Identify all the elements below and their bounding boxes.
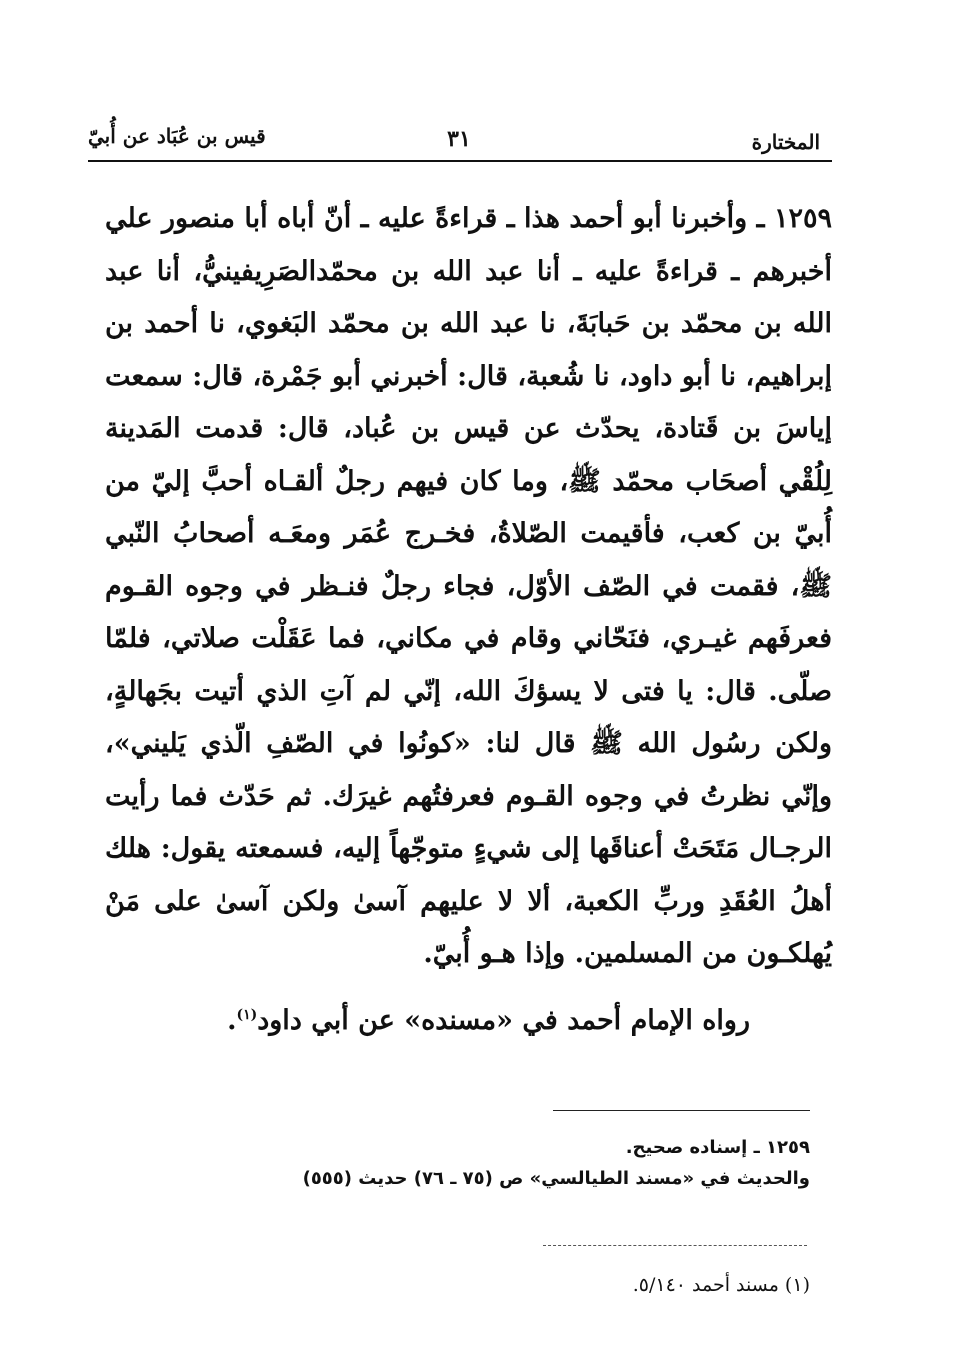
- editor-note-source: والحديث في «مسند الطيالسي» ص (٧٥ ـ ٧٦) حديث (٥٥٥): [302, 1168, 810, 1189]
- footnote: (١) مسند أحمد ٥/١٤٠.: [632, 1274, 810, 1296]
- chapter-title: قيس بن عُبَاد عن أُبيّ: [88, 124, 266, 148]
- hadith-number: ١٢٥٩: [773, 203, 832, 234]
- header-divider: [88, 160, 832, 162]
- narration-text: رواه الإمام أحمد في «مسنده» عن أبي داود: [257, 1005, 750, 1036]
- hadith-paragraph: [105, 193, 832, 981]
- narration-line: [120, 995, 750, 1041]
- hadith-body: ـ وأخبرنا أبو أحمد هذا ـ قراءةً عليه ـ أنّ أباه أبا منصور علي أخبرهم ـ قراءةً عليه ـ أنا عبد الله بن محمّدالصَرِيفينيُّ، أنا عبد الله بن محمّد بن حَبابَةَ، نا عبد الله بن محمّد البَغوي، نا أحمد بن إبراهيم، نا أبو داود، نا شُعبة، قال: أخبرني أبو جَمْرة، قال: سمعت إياسَ بن قَتادة، يحدّث عن قيس بن عُباد، قال: قدمت المَدينة لِلُقْي أصحَاب محمّد ﷺ، وما كان فيهم رجلٌ ألقـاه أحبَّ إليّ من أُبيّ بن كعب، فأقيمت الصّلاةُ، فخـرج عُمَر ومعَـه أصحابُ النّبي ﷺ، فقمت في الصّف الأوّل، فجاء رجلٌ فنـظر في وجوه القـوم فعرفَهم غيـري، فنَحّاني وقام في مكاني، فما عَقَلْت صلاتي، فلمّا صلّى. قال: يا فتى لا يسؤكَ الله، إنّي لم آتِ الذي أتيت بجَهالةٍ، ولكن رسُول الله ﷺ قال لنا: «كونُوا في الصّفِ الّذي يَليني»، وإنّي نظرتُ في وجوه القـوم فعرفتُهم غيرَك. ثم حَدّث فما رأيت الرجـال مَتَحَتْ أعناقَها إلى شيءٍ متوجّهاً إليه، فسمعته يقول: هلك أهلُ العُقَدِ وربِّ الكعبة، ألا لا عليهم آسىٰ ولكن آسىٰ على مَنْ يُهلكـون من المسلمين. وإذا هـو أُبيّ.: [105, 203, 832, 969]
- book-title: المختارة: [751, 130, 820, 154]
- narration-end: .: [227, 1005, 237, 1036]
- footnote-divider: [543, 1245, 807, 1246]
- editor-note-grade: ١٢٥٩ ـ إسناده صحيح.: [625, 1137, 810, 1158]
- notes-divider: [553, 1110, 810, 1111]
- page-header: [88, 118, 830, 158]
- hadith-text: [105, 193, 832, 981]
- footnote-reference: (١): [236, 1007, 258, 1023]
- page-number: ٣١: [447, 126, 471, 152]
